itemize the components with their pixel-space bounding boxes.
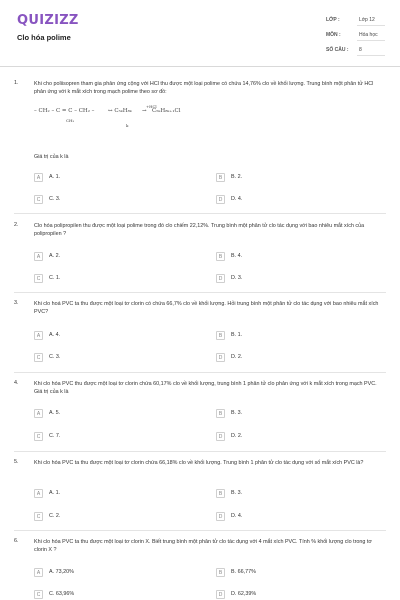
option-letter: C [34,512,43,521]
formula-sub-k: k [126,123,129,128]
option-b[interactable] [216,409,386,419]
option-d[interactable] [216,195,386,205]
option-letter: A [34,568,43,577]
option-label: D. 62,39% [231,591,257,597]
option-letter: B [216,331,225,340]
option-label: B. 4. [231,253,243,259]
worksheet-header [0,0,400,67]
option-label: B. 3. [231,490,243,496]
question-text: Khi clo hóa PVC ta thu được một loại tơ clorin X. Biết trung bình một phân tử clo tác dụng với 4 mắt xích PVC. Tính % khối lượng clo trong tơ clorin X ? [34,539,372,553]
option-label: A. 2. [49,253,61,259]
meta-label-count: SỐ CÂU : [326,47,349,53]
option-a[interactable] [34,409,204,419]
option-d[interactable] [216,590,386,600]
option-label: C. 7. [49,433,61,439]
question-number: 1. [14,80,19,86]
formula-mid: ↔ C₅ₖH₈ₖ [108,108,132,114]
option-a[interactable] [34,252,204,262]
option-label: D. 2. [231,433,243,439]
option-label: B. 3. [231,410,243,416]
question-number: 5. [14,459,19,465]
option-label: A. 73,20% [49,569,74,575]
option-letter: A [34,331,43,340]
question-text: Khi clo hóa PVC ta thu được một loại tơ clorin chứa 66,18% clo về khối lượng. Trung bình 1 phân tử clo tác dụng với số mắt xích PVC là? [34,460,364,466]
option-label: D. 2. [231,354,243,360]
option-label: D. 4. [231,196,243,202]
worksheet-title: Clo hóa polime [17,33,71,42]
meta-label-class: LỚP : [326,17,340,23]
option-label: C. 3. [49,196,61,202]
option-letter: A [34,489,43,498]
meta-value-count: 8 [359,47,362,53]
option-label: A. 5. [49,410,61,416]
question-text: Khi clo hoá PVC ta thu được một loại tơ clorin có chứa 66,7% clo về khối lượng. Hỏi trung bình một phân tử clo tác dụng với bao nhiêu mắt xích PVC? [34,301,379,315]
option-letter: C [34,195,43,204]
formula-arrow-label: +HCl [146,104,157,109]
option-letter: B [216,568,225,577]
question-number: 6. [14,538,19,544]
option-label: D. 3. [231,275,243,281]
option-label: A. 1. [49,174,61,180]
question-number: 4. [14,380,19,386]
question-text: Clo hóa polipropilen thu được một loại polime trong đó clo chiếm 22,12%. Trung bình một phân tử clo tác dụng với bao nhiêu mắt xích của polipropilen ? [34,223,365,237]
option-label: B. 1. [231,332,243,338]
option-label: A. 1. [49,490,61,496]
option-d[interactable] [216,512,386,522]
question-text: Khi clo hóa PVC thu được một loại tơ clorin chứa 60,17% clo về khối lượng, trung bình 1 phân tử clo phản ứng với k mắt xích trong mạch PVC. Giá trị của k là [34,381,377,395]
meta-underline [357,55,385,56]
option-c[interactable] [34,512,204,522]
option-label: A. 4. [49,332,61,338]
formula-arrow: → [142,108,147,114]
option-letter: C [34,590,43,599]
option-a[interactable] [34,173,204,183]
option-label: C. 1. [49,275,61,281]
option-c[interactable] [34,195,204,205]
quizizz-logo: QUIZIZZ [17,13,79,28]
option-letter: C [34,353,43,362]
question-number: 2. [14,222,19,228]
meta-label-subject: MÔN : [326,32,341,38]
option-letter: D [216,274,225,283]
option-label: D. 4. [231,513,243,519]
option-b[interactable] [216,331,386,341]
option-b[interactable] [216,173,386,183]
question-number: 3. [14,300,19,306]
option-label: B. 66,77% [231,569,256,575]
option-letter: D [216,512,225,521]
meta-value-class: Lớp 12 [359,17,375,23]
option-letter: A [34,173,43,182]
option-letter: C [34,274,43,283]
meta-value-subject: Hóa học [359,32,378,38]
option-letter: D [216,353,225,362]
option-letter: B [216,409,225,418]
question-divider [14,451,386,452]
option-d[interactable] [216,432,386,442]
option-c[interactable] [34,590,204,600]
meta-underline [357,25,385,26]
option-d[interactable] [216,353,386,363]
option-letter: C [34,432,43,441]
option-label: C. 3. [49,354,61,360]
option-c[interactable] [34,353,204,363]
question-prompt: Giá trị của k là [34,154,69,160]
question-divider [14,292,386,293]
formula-right: C₅ₖH₈ₖ₊₁Cl [152,108,181,114]
option-letter: B [216,489,225,498]
option-c[interactable] [34,274,204,284]
formula-sub-ch3: CH₃ [66,118,75,123]
question-divider [14,530,386,531]
option-letter: A [34,252,43,261]
option-label: C. 2. [49,513,61,519]
question-text: Khi cho poliisopren tham gia phản ứng cộng với HCl thu được một loại polime có chứa 14,76% clo về khối lượng. Trung bình một phân tử HCl phản ứng với k mắt xích trong mạch polime theo sơ đồ: [34,81,374,95]
option-a[interactable] [34,568,204,578]
question-divider [14,213,386,214]
option-a[interactable] [34,489,204,499]
option-a[interactable] [34,331,204,341]
option-letter: B [216,252,225,261]
option-letter: D [216,195,225,204]
option-letter: D [216,432,225,441]
option-label: C. 63,96% [49,591,75,597]
formula-left: – CH₂ – C = C – CH₂ – [34,108,95,114]
option-letter: D [216,590,225,599]
question-divider [14,372,386,373]
option-b[interactable] [216,489,386,499]
option-c[interactable] [34,432,204,442]
reaction-formula [34,104,374,130]
option-d[interactable] [216,274,386,284]
option-b[interactable] [216,568,386,578]
option-b[interactable] [216,252,386,262]
meta-underline [357,40,385,41]
option-label: B. 2. [231,174,243,180]
option-letter: A [34,409,43,418]
option-letter: B [216,173,225,182]
